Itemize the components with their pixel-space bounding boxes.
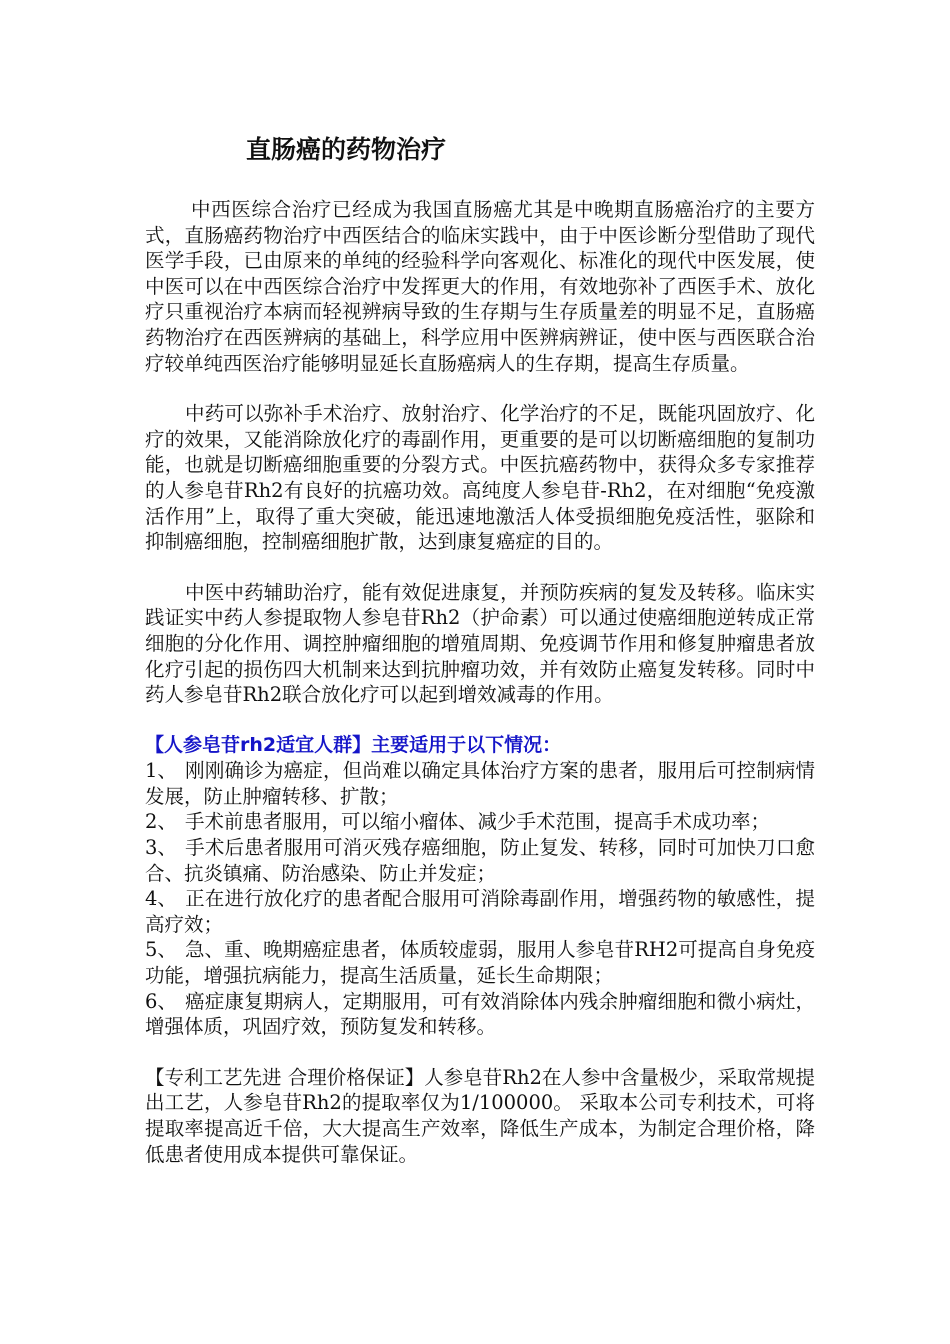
list-item-number: 6、 xyxy=(145,989,177,1013)
paragraph-patent-process: 【专利工艺先进 合理价格保证】人参皂苷Rh2在人参中含量极少，采取常规提出工艺，人参皂苷Rh2的提取率仅为1/100000。 采取本公司专利技术，可将提取率提高近千倍，大大提高生产效率，降低生产成本，为制定合理价格，降低患者使用成本提供可靠保证。 xyxy=(145,1065,815,1166)
list-item xyxy=(145,758,815,809)
list-item-text: 手术后患者服用可消灭残存癌细胞，防止复发、转移，同时可加快刀口愈合、抗炎镇痛、防治感染、防止并发症； xyxy=(145,836,815,885)
list-item-text: 手术前患者服用，可以缩小瘤体、减少手术范围，提高手术成功率； xyxy=(185,810,771,834)
list-item xyxy=(145,937,815,988)
list-item-number: 5、 xyxy=(145,938,177,962)
list-item-number: 1、 xyxy=(145,759,177,783)
section-heading-suitable-groups: 【人参皂苷rh2适宜人群】主要适用于以下情况： xyxy=(145,733,562,756)
suitable-groups-list xyxy=(145,758,815,1040)
list-item-number: 3、 xyxy=(145,836,177,860)
list-item-text: 正在进行放化疗的患者配合服用可消除毒副作用，增强药物的敏感性，提高疗效； xyxy=(145,887,815,936)
list-item-text: 癌症康复期病人，定期服用，可有效消除体内残余肿瘤细胞和微小病灶，增强体质，巩固疗效，预防复发和转移。 xyxy=(145,989,815,1039)
list-item-text: 急、重、晚期癌症患者，体质较虚弱，服用人参皂苷RH2可提高自身免疫功能，增强抗病能力，提高生活质量，延长生命期限； xyxy=(145,938,815,988)
paragraph-tcm-benefits: 中药可以弥补手术治疗、放射治疗、化学治疗的不足，既能巩固放疗、化疗的效果，又能消除放化疗的毒副作用，更重要的是可以切断癌细胞的复制功能，也就是切断癌细胞重要的分裂方式。中医抗癌药物中，获得众多专家推荐的人参皂苷Rh2有良好的抗癌功效。高纯度人参皂苷-Rh2，在对细胞“免疫激活作用”上，取得了重大突破，能迅速地激活人体受损细胞免疫活性，驱除和抑制癌细胞，控制癌细胞扩散，达到康复癌症的目的。 xyxy=(145,402,815,554)
list-item xyxy=(145,886,815,937)
document-body xyxy=(145,197,815,1192)
list-item-text: 刚刚确诊为癌症，但尚难以确定具体治疗方案的患者，服用后可控制病情发展，防止肿瘤转移、扩散； xyxy=(145,759,815,808)
list-item-number: 4、 xyxy=(145,887,177,911)
list-item xyxy=(145,989,815,1040)
page-title: 直肠癌的药物治疗 xyxy=(246,135,447,164)
paragraph-intro: 中西医综合治疗已经成为我国直肠癌尤其是中晚期直肠癌治疗的主要方式，直肠癌药物治疗中西医结合的临床实践中，由于中医诊断分型借助了现代医学手段，已由原来的单纯的经验科学向客观化、标准化的现代中医发展，使中医可以在中西医综合治疗中发挥更大的作用，有效地弥补了西医手术、放化疗只重视治疗本病而轻视辨病导致的生存期与生存质量差的明显不足，直肠癌药物治疗在西医辨病的基础上，科学应用中医辨病辨证，使中医与西医联合治疗较单纯西医治疗能够明显延长直肠癌病人的生存期，提高生存质量。 xyxy=(145,198,815,375)
list-item-number: 2、 xyxy=(145,810,177,834)
paragraph-adjuvant-therapy: 中医中药辅助治疗，能有效促进康复，并预防疾病的复发及转移。临床实践证实中药人参提取物人参皂苷Rh2（护命素）可以通过使癌细胞逆转成正常细胞的分化作用、调控肿瘤细胞的增殖周期、免疫调节作用和修复肿瘤患者放化疗引起的损伤四大机制来达到抗肿瘤功效，并有效防止癌复发转移。同时中药人参皂苷Rh2联合放化疗可以起到增效减毒的作用。 xyxy=(145,580,815,707)
list-item xyxy=(145,835,815,886)
list-item xyxy=(145,809,815,835)
